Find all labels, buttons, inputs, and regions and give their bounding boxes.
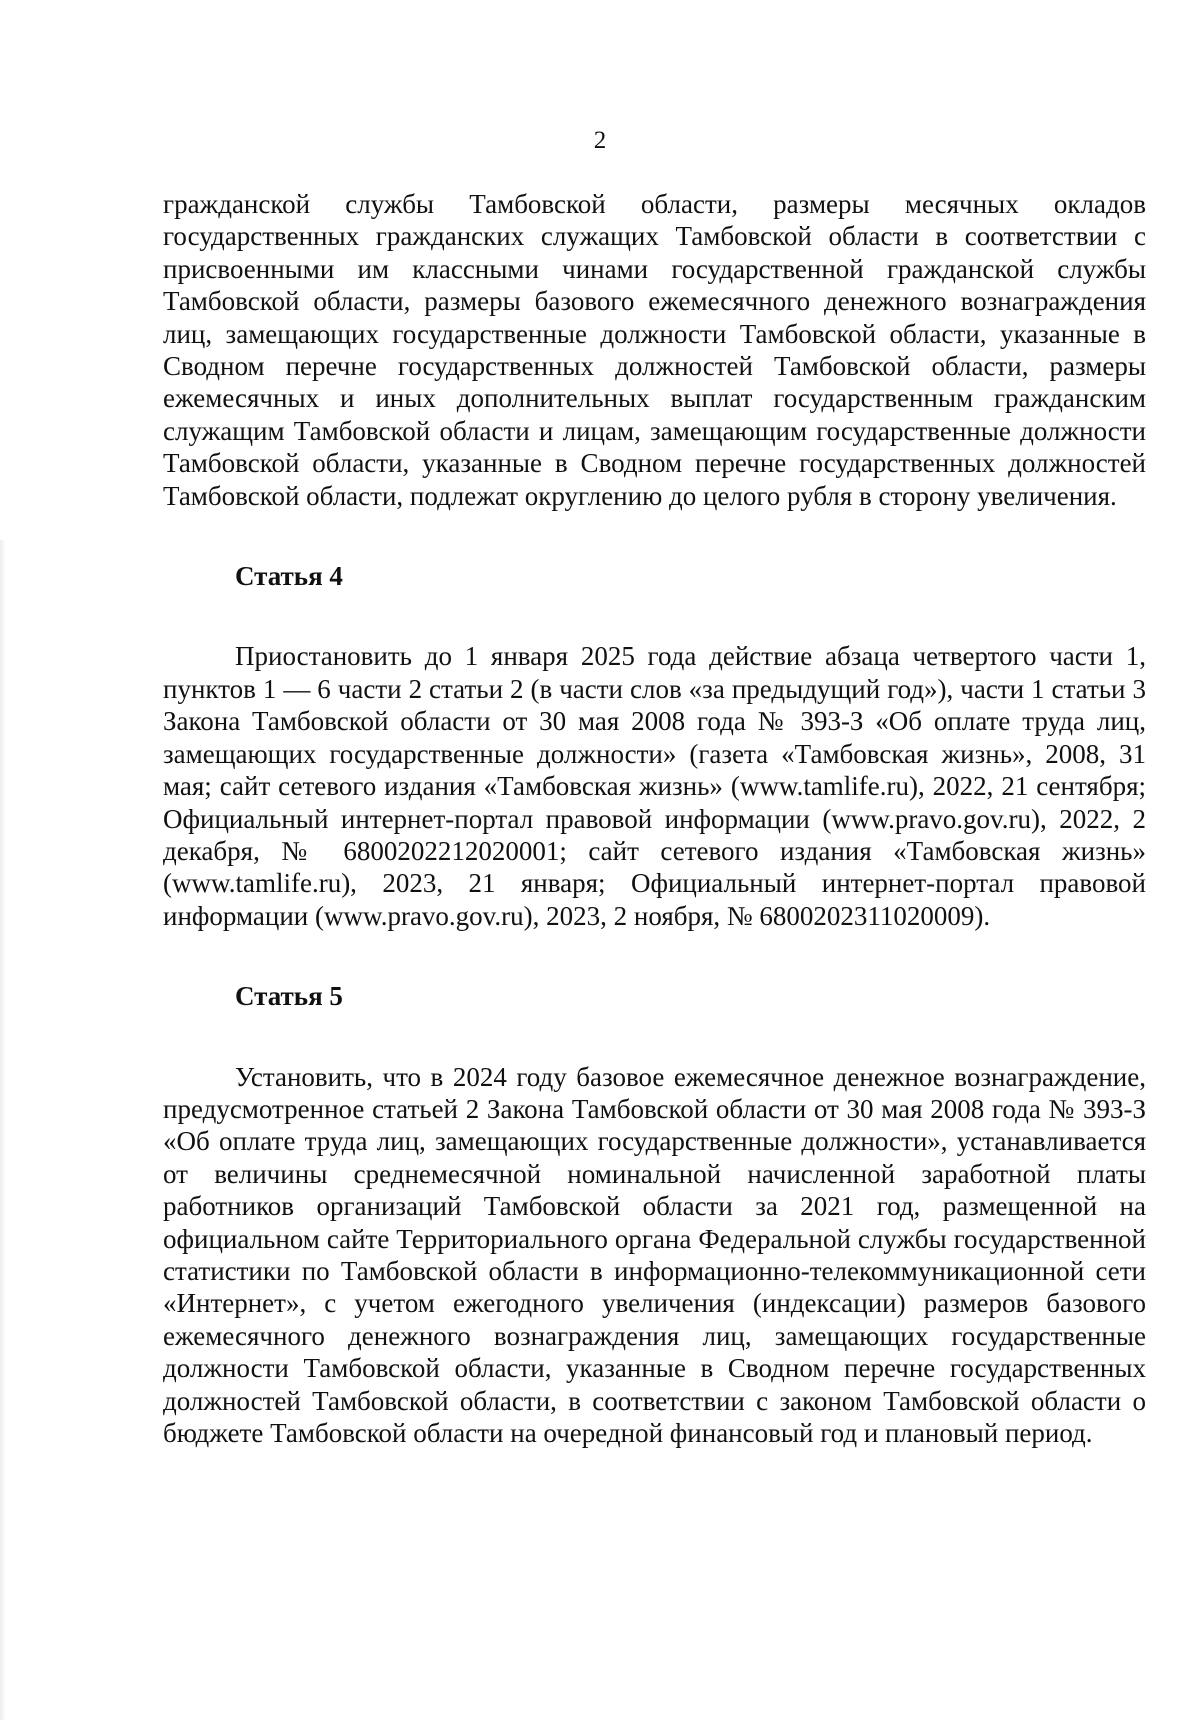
article-5-heading: Статья 5 — [235, 981, 343, 1012]
article-4-paragraph: Приостановить до 1 января 2025 года действие абзаца четвертого части 1, пунктов 1 — 6 части 2 статьи 2 (в части слов «за предыдущий год»), части 1 статьи 3 Закона Тамбовской области от 30 мая 2008 года № 393-З «Об оплате труда лиц, замещающих государственные должности» (газета «Тамбовская жизнь», 2008, 31 мая; сайт сетевого издания «Тамбовская жизнь» (www.tamlife.ru), 2022, 21 сентября; Официальный интернет-портал правовой информации (www.pravo.gov.ru), 2022, 2 декабря, № 6800202212020001; сайт сетевого издания «Тамбовская жизнь» (www.tamlife.ru), 2023, 21 января; Официальный интернет-портал правовой информации (www.pravo.gov.ru), 2023, 2 ноября, № 6800202311020009). — [163, 641, 1146, 931]
paragraph-continuation: гражданской службы Тамбовской области, размеры месячных окладов государственных гражданских служащих Тамбовской области в соответствии с присвоенными им классными чинами государственной гражданской службы Тамбовской области, размеры базового ежемесячного денежного вознаграждения лиц, замещающих государственные должности Тамбовской области, указанные в Сводном перечне государственных должностей Тамбовской области, размеры ежемесячных и иных дополнительных выплат государственным гражданским служащим Тамбовской области и лицам, замещающим государственные должности Тамбовской области, указанные в Сводном перечне государственных должностей Тамбовской области, подлежат округлению до целого рубля в сторону увеличения. — [163, 189, 1146, 511]
scan-edge-shadow — [0, 540, 6, 1720]
article-4-heading: Статья 4 — [235, 561, 343, 592]
document-body — [163, 188, 1146, 1449]
article-5-paragraph: Установить, что в 2024 году базовое ежемесячное денежное вознаграждение, предусмотренное статьей 2 Закона Тамбовской области от 30 мая 2008 года № 393-З «Об оплате труда лиц, замещающих государственные должности», устанавливается от величины среднемесячной номинальной начисленной заработной платы работников организаций Тамбовской области за 2021 год, размещенной на официальном сайте Территориального органа Федеральной службы государственной статистики по Тамбовской области в информационно-телекоммуникационной сети «Интернет», с учетом ежегодного увеличения (индексации) размеров базового ежемесячного денежного вознаграждения лиц, замещающих государственные должности Тамбовской области, указанные в Сводном перечне государственных должностей Тамбовской области, в соответствии с законом Тамбовской области о бюджете Тамбовской области на очередной финансовый год и плановый период. — [163, 1061, 1146, 1448]
page-number: 2 — [593, 127, 607, 154]
